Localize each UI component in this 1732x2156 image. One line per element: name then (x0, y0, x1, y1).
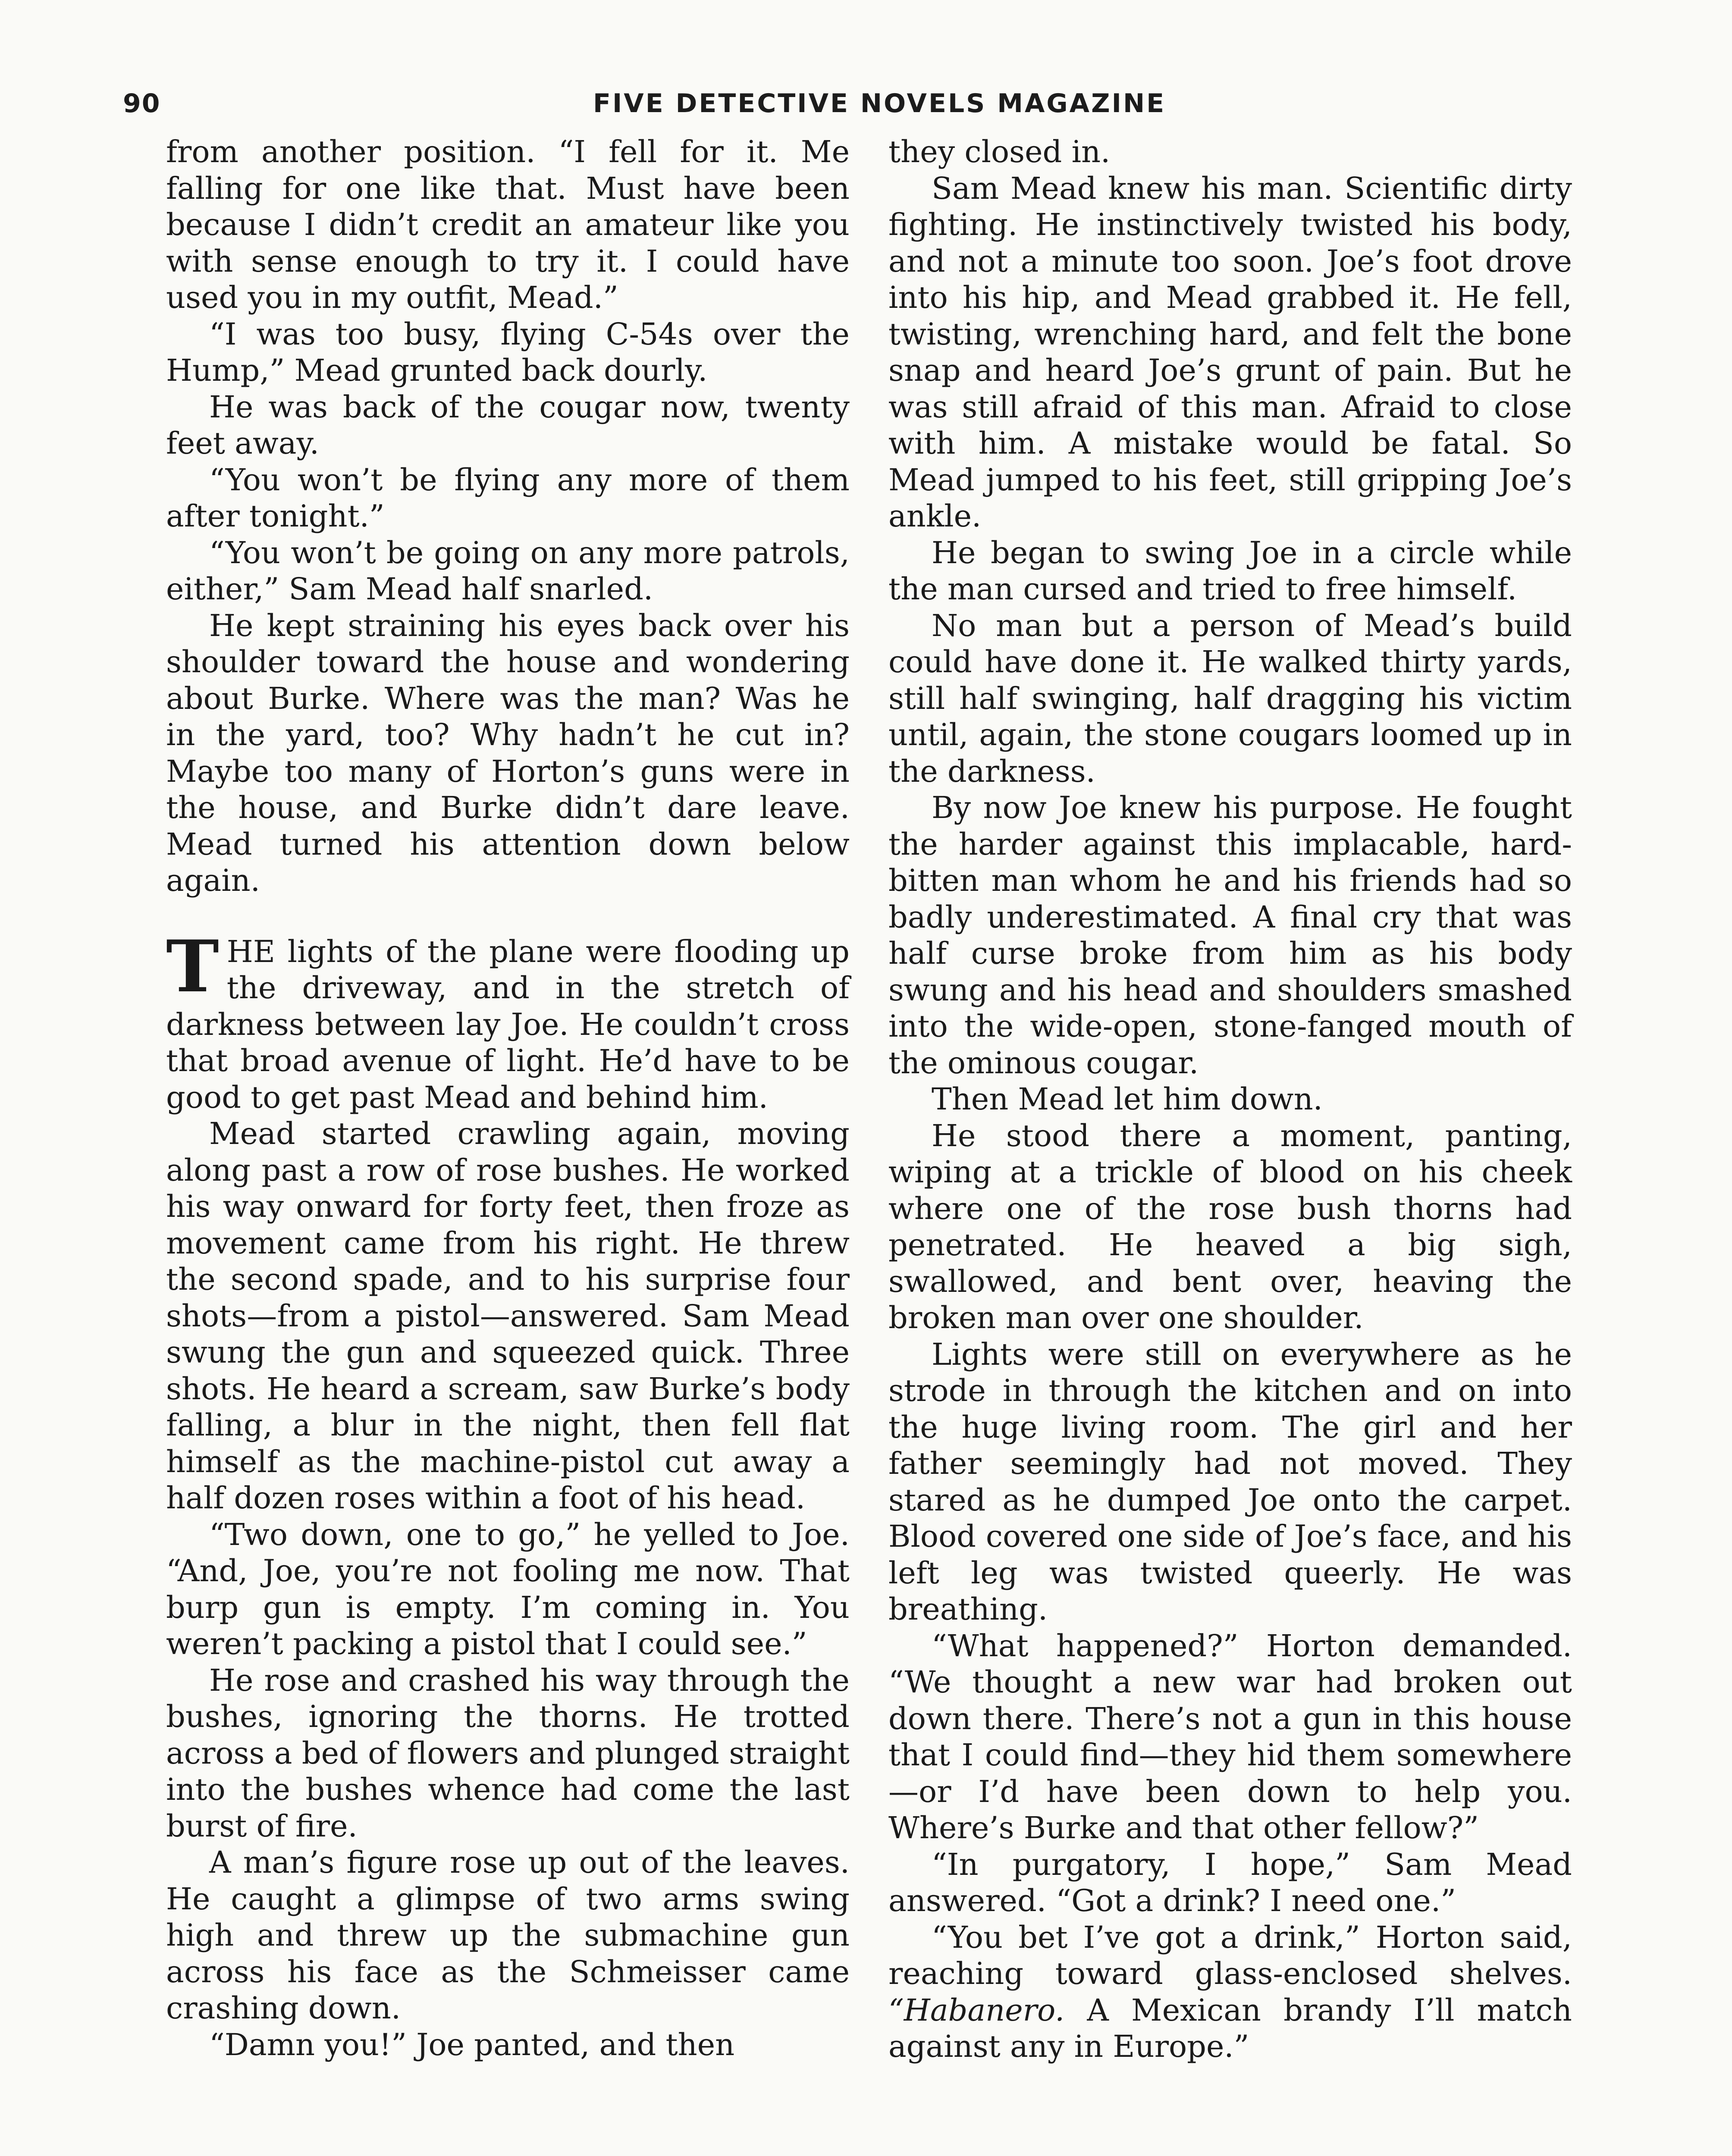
paragraph-text: HE lights of the plane were flooding up the driveway, and in the stretch of darkness between lay Joe. He couldn’t cross that broad avenue of light. He’d have to be good to get past Mead and behind him. (166, 934, 850, 1115)
paragraph: Sam Mead knew his man. Scientific dirty fighting. He instinctively twisted his body, and not a minute too soon. Joe’s foot drove into his hip, and Mead grabbed it. He fell, twisting, wrenching hard, and felt the bone snap and heard Joe’s grunt of pain. But he was still afraid of this man. Afraid to close with him. A mistake would be fatal. So Mead jumped to his feet, still gripping Joe’s ankle. (888, 170, 1572, 534)
paragraph: “You won’t be going on any more patrols, either,” Sam Mead half snarled. (166, 535, 850, 607)
left-column (166, 134, 850, 2063)
page-number: 90 (123, 88, 161, 119)
paragraph: He stood there a moment, panting, wiping at a trickle of blood on his cheek where one of the rose bush thorns had penetrated. He heaved a big sigh, swallowed, and bent over, heaving the broken man over one shoulder. (888, 1118, 1572, 1335)
dropcap-paragraph (166, 924, 850, 1116)
paragraph: they closed in. (888, 134, 1111, 169)
italic-brand-name: “Habanero. (888, 1992, 1065, 2028)
paragraph: Mead started crawling again, moving along past a row of rose bushes. He worked his way onward for forty feet, then froze as movement came from his right. He threw the second spade, and to his surprise four shots—from a pistol—answered. Sam Mead swung the gun and squeezed quick. Three shots. He heard a scream, saw Burke’s body falling, a blur in the night, then fell flat himself as the machine-pistol cut away a half dozen roses within a foot of his head. (166, 1116, 850, 1516)
paragraph: from another position. “I fell for it. Me falling for one like that. Must have been because I didn’t credit an amateur like you with sense enough to try it. I could have used you in my outfit, Mead.” (166, 134, 850, 315)
running-title: FIVE DETECTIVE NOVELS MAGAZINE (593, 88, 1166, 119)
paragraph: “Damn you!” Joe panted, and then (209, 2027, 735, 2062)
paragraph: Lights were still on everywhere as he strode in through the kitchen and on into the huge living room. The girl and her father seemingly had not moved. They stared as he dumped Joe onto the carpet. Blood covered one side of Joe’s face, and his left leg was twisted queerly. He was breathing. (888, 1336, 1572, 1627)
paragraph: “You won’t be flying any more of them after tonight.” (166, 462, 850, 534)
paragraph: He began to swing Joe in a circle while the man cursed and tried to free himself. (888, 535, 1572, 607)
paragraph-text: “You bet I’ve got a drink,” Horton said, reaching toward glass-enclosed shelves. (888, 1919, 1572, 1991)
paragraph: “Two down, one to go,” he yelled to Joe. “And, Joe, you’re not fooling me now. That burp gun is empty. I’m coming in. You weren’t packing a pistol that I could see.” (166, 1517, 850, 1661)
right-column (888, 134, 1572, 2065)
paragraph (888, 1919, 1572, 2065)
paragraph: “In purgatory, I hope,” Sam Mead answered. “Got a drink? I need one.” (888, 1846, 1572, 1918)
paragraph: He was back of the cougar now, twenty feet away. (166, 389, 850, 461)
paragraph-text: A Mexican brandy I’ll match against any in Europe.” (888, 1992, 1572, 2064)
paragraph: By now Joe knew his purpose. He fought the harder against this implacable, hard-bitten man whom he and his friends had so badly underestimated. A final cry that was half curse broke from him as his body swung and his head and shoulders smashed into the wide-open, stone-fanged mouth of the ominous cougar. (888, 790, 1572, 1081)
drop-cap-letter: T (166, 924, 219, 1008)
paragraph: Then Mead let him down. (932, 1081, 1323, 1117)
page-header (123, 88, 1166, 127)
paragraph: No man but a person of Mead’s build could have done it. He walked thirty yards, still half swinging, half dragging his victim until, again, the stone cougars loomed up in the darkness. (888, 608, 1572, 789)
paragraph: He rose and crashed his way through the bushes, ignoring the thorns. He trotted across a bed of flowers and plunged straight into the bushes whence had come the last burst of fire. (166, 1662, 850, 1844)
paragraph: “What happened?” Horton demanded. “We thought a new war had broken out down there. There’s not a gun in this house that I could find—they hid them somewhere—or I’d have been down to help you. Where’s Burke and that other fellow?” (888, 1628, 1572, 1846)
paragraph: He kept straining his eyes back over his shoulder toward the house and wondering about Burke. Where was the man? Was he in the yard, too? Why hadn’t he cut in? Maybe too many of Horton’s guns were in the house, and Burke didn’t dare leave. Mead turned his attention down below again. (166, 608, 850, 898)
paragraph: “I was too busy, flying C-54s over the Hump,” Mead grunted back dourly. (166, 316, 850, 388)
paragraph: A man’s figure rose up out of the leaves. He caught a glimpse of two arms swing high and threw up the submachine gun across his face as the Schmeisser came crashing down. (166, 1845, 850, 2026)
